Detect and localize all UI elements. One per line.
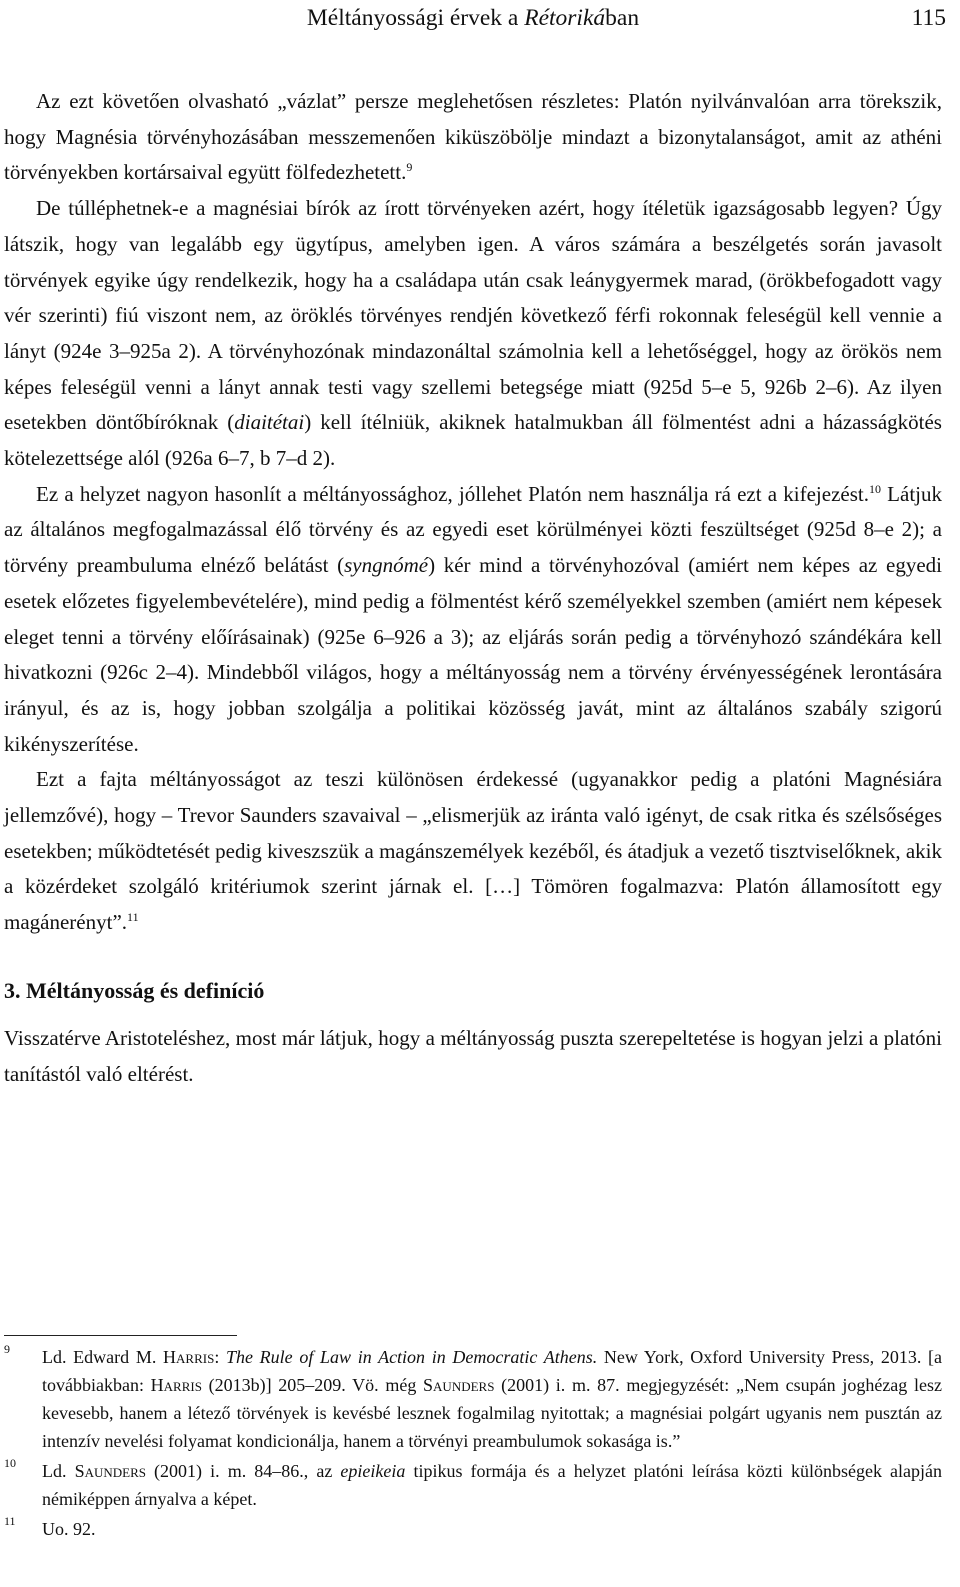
main-text	[4, 84, 942, 1092]
footnote-number: 9	[4, 1342, 10, 1356]
footnote-number: 10	[4, 1456, 16, 1470]
paragraph-1: Az ezt követően olvasható „vázlat” persze meglehetősen részletes: Platón nyilvánvalóan arra törekszik, hogy Magnésia törvényhozásában messzemenően kiküszöbölje mindazt a bizonytalanságot, amit az athéni törvényekben kortársaival együtt fölfedezhetett.$^9$	[4, 89, 942, 185]
footnote-divider	[4, 1335, 237, 1336]
running-header	[0, 2, 946, 34]
paragraph-2: De túlléphetnek-e a magnésiai bírók az írott törvényeken azért, hogy ítéletük igazságosabb legyen? Úgy látszik, hogy van legalább egy ügytípus, amelyben igen. A város számára a beszélgetés során javasolt törvények egyike úgy rendelkezik, hogy ha a családapa után csak leánygyermek marad, (örökbefogadott vagy vér szerinti) fiú viszont nem, az öröklés törvényes rendjén következő férfi rokonnak feleségül kell vennie a lányt (924e 3–925a 2). A törvényhozónak mindazonáltal számolnia kell a lehetőséggel, hogy az örökös nem képes feleségül venni a lányt annak testi vagy szellemi betegsége miatt (925d 5–e 5, 926b 2–6). Az ilyen esetekben döntőbíróknak (diaitétai) kell ítélniük, akiknek hatalmukban áll fölmentést adni a házasságkötés kötelezettsége alól (926a 6–7, b 7–d 2).	[4, 196, 942, 471]
footnote-ref-11: 11	[127, 910, 139, 925]
running-title: Méltányossági érvek a Rétorikában	[306, 5, 640, 31]
paragraph-3: Ez a helyzet nagyon hasonlít a méltányossághoz, jóllehet Platón nem használja rá ezt a kifejezést.$^{10}$ Látjuk az általános megfogalmazással élő törvény és az egyedi eset körülményei közti feszültséget (925d 8–e 2); a törvény preambuluma elnéző belátást (syngnómé) kér mind a törvényhozóval (amiért nem képes az egyedi esetek előzetes figyelembevételére), mind pedig a fölmentést kérő személyekkel szemben (amiért nem képesek eleget tenni a törvény előírásainak) (925e 6–926 a 3); az eljárás során pedig a törvényhozó szándékára kell hivatkozni (926c 2–4). Mindebből világos, hogy a méltányosság nem a törvény érvényességének lerontására irányul, és az is, hogy jobban szolgálja a politikai közösség javát, mint az általános szabály szigorú kikényszerítése.	[4, 481, 942, 756]
section-paragraph: Visszatérve Aristoteléshez, most már látjuk, hogy a méltányosság puszta szerepeltetése is hogyan jelzi a platóni tanítástól való eltérést.	[4, 1025, 942, 1086]
footnote-10: 10 Ld. Saunders (2001) i. m. 84–86., az epieikeia tipikus formája és a helyzet platóni leírása közti különbségek alapján némiképpen árnyalva a képet.	[4, 1457, 942, 1513]
footnote-number: 11	[4, 1514, 16, 1528]
footnote-ref-9: 9	[406, 160, 413, 175]
footnote-9: 9 Ld. Edward M. Harris: The Rule of Law in Action in Democratic Athens. New York, Oxford University Press, 2013. [a továbbiakban: Harris (2013b)] 205–209. Vö. még Saunders (2001) i. m. 87. megjegyzését: „Nem csupán joghézag lesz kevesebb, hanem a létező törvények is kevésbé lesznek fogalmilag nyitottak; a magnésiai polgárt ugyanis nem pusztán az intenzív nevelési folyamat kondicionálja, hanem a törvényi preambulumok sokasága is.”	[4, 1343, 942, 1455]
footnotes	[4, 1343, 942, 1545]
section-heading: 3. Méltányosság és definíció	[4, 977, 265, 1003]
page-number: 115	[911, 5, 946, 31]
paragraph-4: Ezt a fajta méltányosságot az teszi különösen érdekessé (ugyanakkor pedig a platóni Magnésiára jellemzővé), hogy – Trevor Saunders szavaival – „elismerjük az iránta való igényt, de csak ritka és szélsőséges esetekben; működtetését pedig kiveszszük a magánszemélyek kezéből, és átadjuk a vezető tisztviselőknek, akik a közérdeket szolgáló kritériumok szerint járnak el. […] Tömören fogalmazva: Platón államosított egy magánerényt”.$^{11}$	[4, 767, 942, 935]
footnote-ref-10: 10	[868, 481, 881, 496]
footnote-11: 11 Uo. 92.	[4, 1515, 942, 1543]
